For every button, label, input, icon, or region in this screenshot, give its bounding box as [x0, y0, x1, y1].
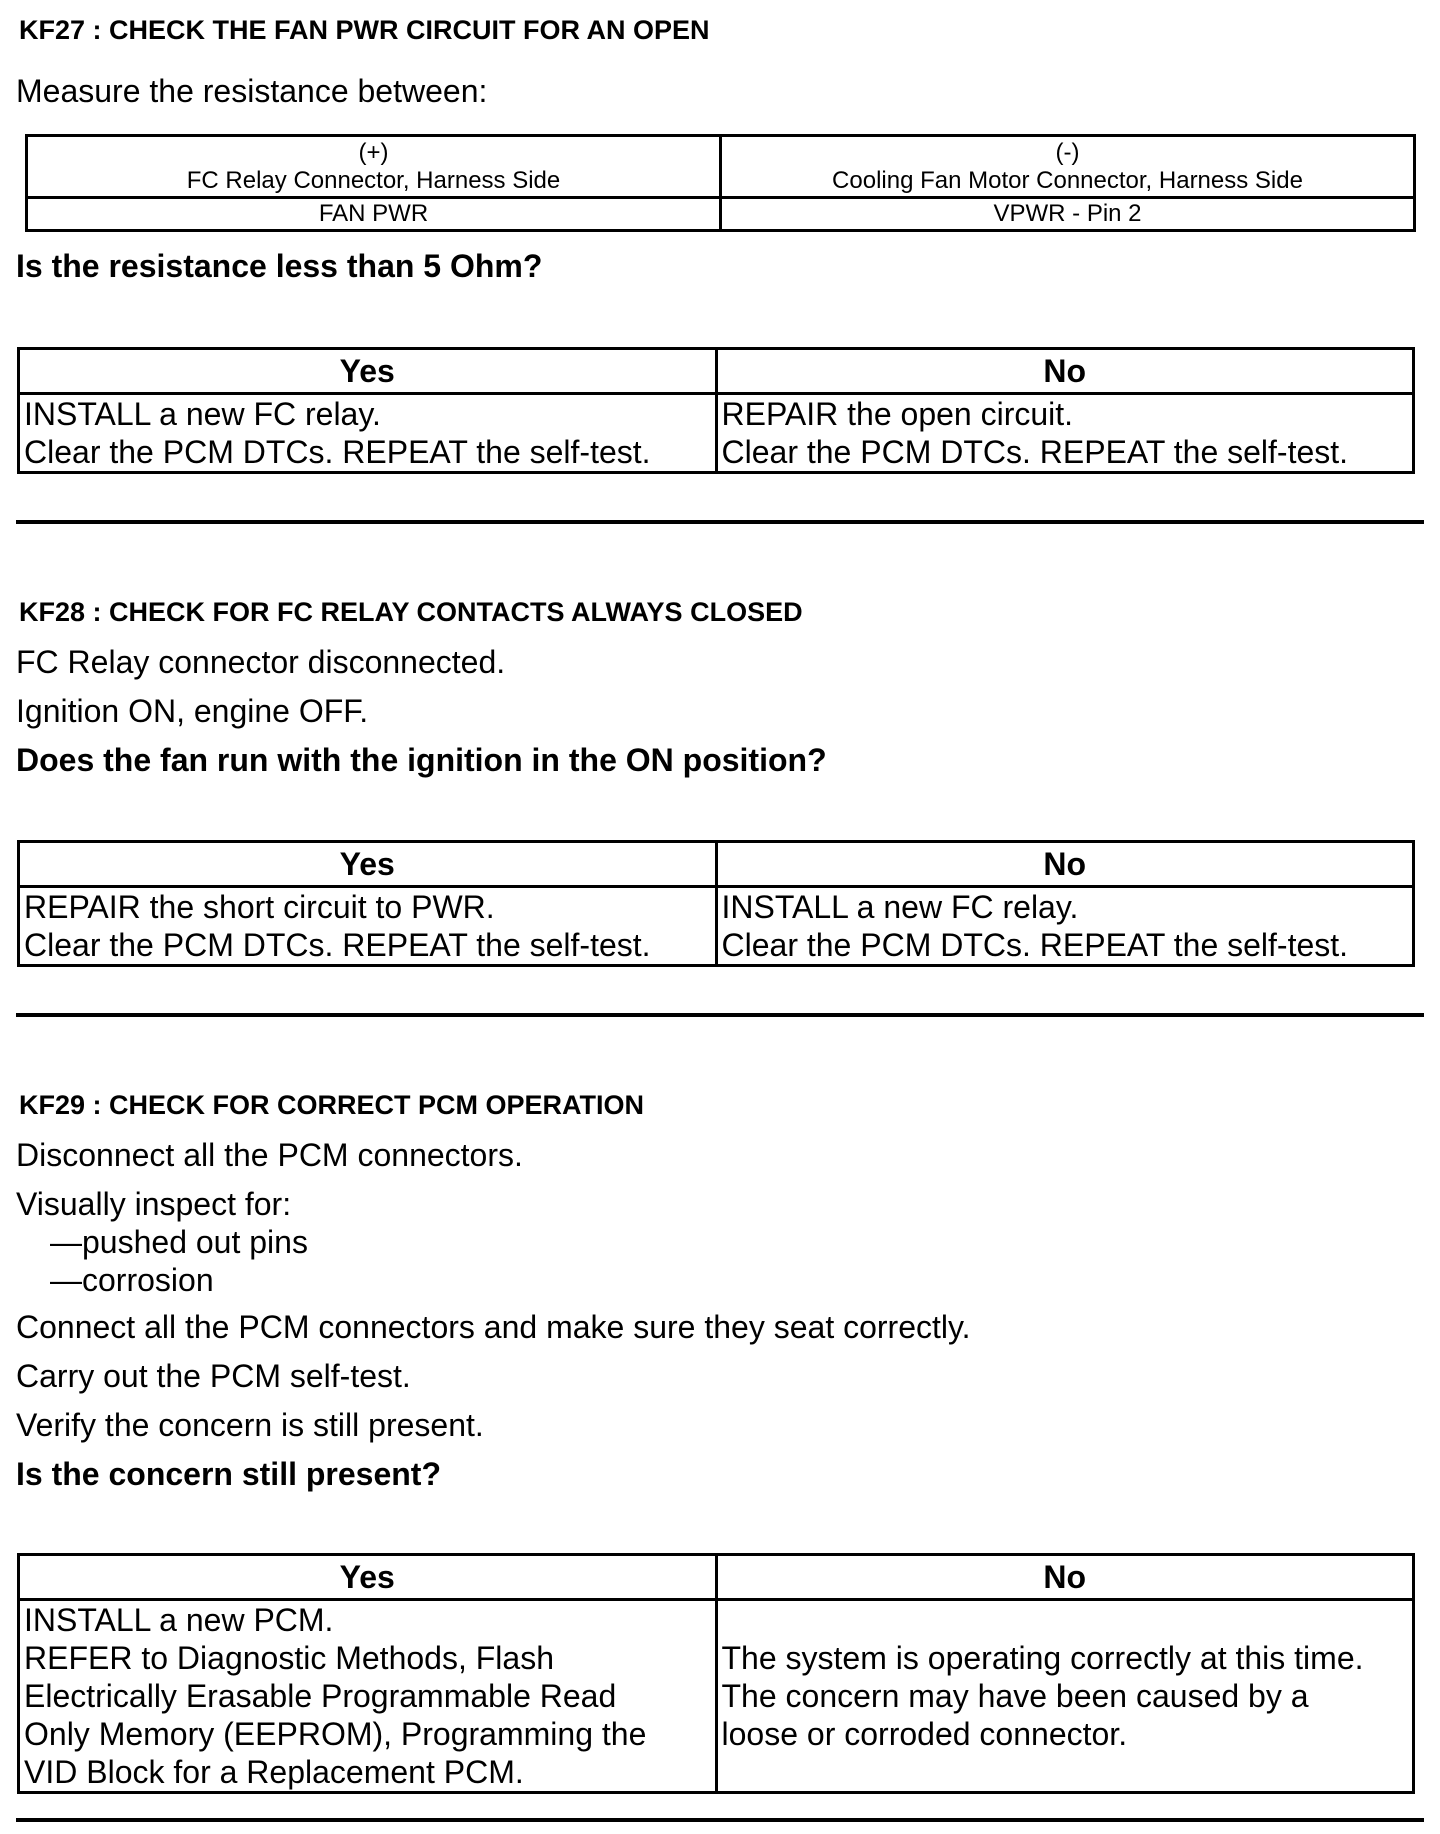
kf29-bullet2: —corrosion	[50, 1262, 214, 1298]
kf28-question: Does the fan run with the ignition in the ON position?	[16, 742, 827, 778]
kf28-heading: KF28 : CHECK FOR FC RELAY CONTACTS ALWAYS CLOSED	[19, 597, 803, 627]
kf29-heading: KF29 : CHECK FOR CORRECT PCM OPERATION	[19, 1090, 645, 1120]
measure-plus-label: FC Relay Connector, Harness Side	[186, 166, 561, 194]
kf28-line2: Ignition ON, engine OFF.	[16, 693, 369, 729]
measure-plus-value: FAN PWR	[27, 198, 721, 231]
kf28-line1: FC Relay connector disconnected.	[16, 644, 506, 680]
measure-plus-cell	[27, 136, 721, 198]
kf28-no-text: INSTALL a new FC relay. Clear the PCM DTCs. REPEAT the self-test.	[716, 887, 1414, 966]
kf29-line3: Connect all the PCM connectors and make sure they seat correctly.	[16, 1309, 971, 1345]
kf27-measure-table	[25, 134, 1416, 232]
kf28-yes-header: Yes	[19, 842, 717, 887]
section-divider	[16, 520, 1424, 524]
kf29-line4: Carry out the PCM self-test.	[16, 1358, 411, 1394]
kf29-yes-header: Yes	[19, 1555, 717, 1600]
kf27-yes-text: INSTALL a new FC relay. Clear the PCM DTCs. REPEAT the self-test.	[19, 394, 717, 473]
kf27-heading: KF27 : CHECK THE FAN PWR CIRCUIT FOR AN OPEN	[19, 15, 710, 45]
kf27-question: Is the resistance less than 5 Ohm?	[16, 248, 543, 284]
kf29-line5: Verify the concern is still present.	[16, 1407, 484, 1443]
measure-minus-label: Cooling Fan Motor Connector, Harness Side	[832, 166, 1303, 194]
kf28-no-header: No	[716, 842, 1414, 887]
kf29-bullet1: —pushed out pins	[50, 1224, 308, 1260]
kf29-no-text: The system is operating correctly at this time. The concern may have been caused by a loose or corroded connector.	[716, 1600, 1414, 1793]
kf27-instruction: Measure the resistance between:	[16, 73, 488, 109]
kf28-yes-text: REPAIR the short circuit to PWR. Clear the PCM DTCs. REPEAT the self-test.	[19, 887, 717, 966]
section-divider	[16, 1013, 1424, 1017]
kf29-question: Is the concern still present?	[16, 1456, 441, 1492]
kf29-yes-text: INSTALL a new PCM. REFER to Diagnostic Methods, Flash Electrically Erasable Programmable Read Only Memory (EEPROM), Programming the VID Block for a Replacement PCM.	[19, 1600, 717, 1793]
kf29-no-header: No	[716, 1555, 1414, 1600]
measure-minus-value: VPWR - Pin 2	[721, 198, 1415, 231]
kf27-no-text: REPAIR the open circuit. Clear the PCM DTCs. REPEAT the self-test.	[716, 394, 1414, 473]
measure-minus-cell	[721, 136, 1415, 198]
kf29-result-table	[17, 1553, 1415, 1794]
kf28-result-table	[17, 840, 1415, 967]
section-divider	[16, 1818, 1424, 1822]
measure-plus-header: (+)	[358, 138, 389, 166]
kf27-result-table	[17, 347, 1415, 474]
kf27-yes-header: Yes	[19, 349, 717, 394]
measure-minus-header: (-)	[1055, 138, 1080, 166]
kf27-no-header: No	[716, 349, 1414, 394]
kf29-line1: Disconnect all the PCM connectors.	[16, 1137, 523, 1173]
kf29-line2: Visually inspect for:	[16, 1186, 292, 1222]
